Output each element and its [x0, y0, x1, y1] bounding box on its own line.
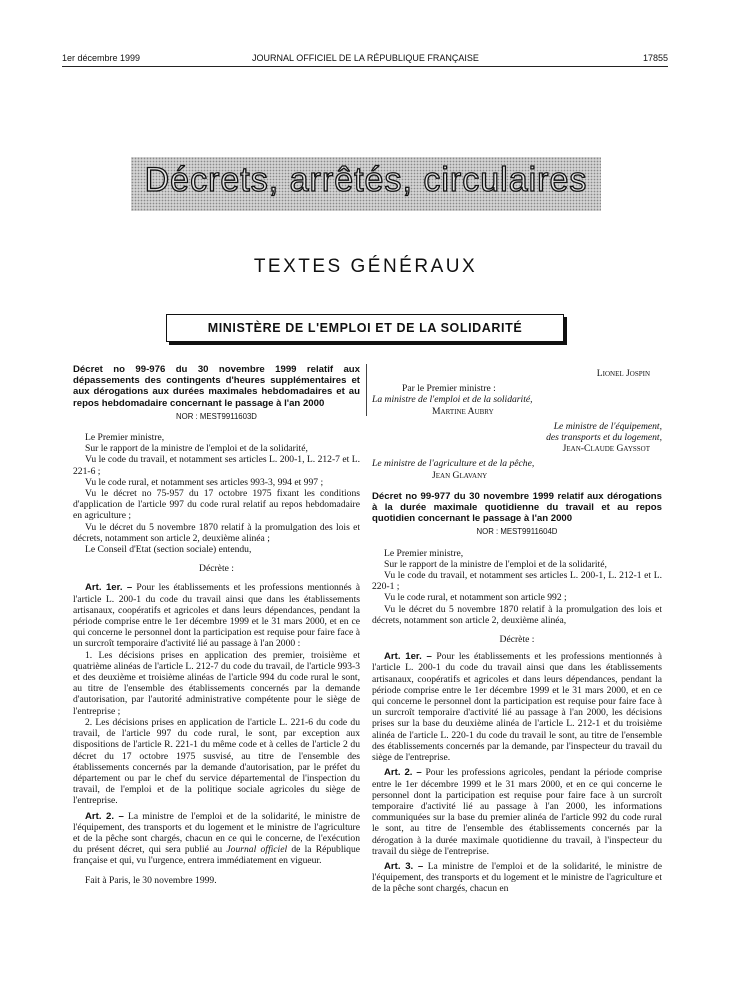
decree1-article-1-item-1: 1. Les décisions prises en application des premier, troisième et quatrième alinéas de l'article L. 212-7 du code du travail, de l'article 993-3 et des deuxième et troisième alinéas de l'article 994 du code rural le sont, au titre de l'ensemble des établissements concernés par la demande d'autorisation, par l'autorité administrative compétente pour le siège de l'entreprise ; [73, 649, 360, 717]
header-page-number: 17855 [642, 53, 668, 63]
article-text: Pour les établissements et les professions mentionnés à l'article L. 200-1 du code du travail ainsi que dans les établissements artisanaux, coopératifs et agricoles et dans leurs dépendances, pendant la période comprise entre le 1er décembre 1999 et le 31 mars 2000, et en ce qui concerne le personnel dont la participation est requise pour faire face à un surcroît temporaire d'activité lié au passage à l'an 2000, les décisions prises sur la base du deuxième alinéa de l'article L. 212-1 et du troisième alinéa de l'article L. 220-1 du code du travail le sont, au titre de l'ensemble des établissements concernés par la demande, par l'inspecteur du travail du siège de l'entreprise. [372, 651, 662, 764]
journal-name: Journal officiel [226, 844, 288, 856]
decree1-nor: NOR : MEST9911603D [176, 411, 257, 421]
article-text: Pour les professions agricoles, pendant la période comprise entre le 1er décembre 1999 et le 31 mars 2000, et en ce qui concerne le personnel dont la participation est requise pour faire face à un surcroît temporaire d'activité lié au passage à l'an 2000, les informations communiquées sur la base du premier alinéa de l'article 992 du code rural le sont, au titre de l'ensemble des établissements concernés par la dérogation à la durée maximale quotidienne du travail, à l'inspecteur du travail du siège de l'entreprise. [372, 767, 662, 857]
decree1-decrete: Décrète : [199, 563, 234, 575]
decree1-article-2 [73, 811, 360, 867]
header-rule [62, 66, 668, 67]
decree2-visa: Vu le code rural, et notamment son article 992 ; [384, 592, 567, 604]
decree2-title: Décret no 99-977 du 30 novembre 1999 relatif aux dérogations à la durée maximale quotidienne du travail et au repos quotidien concernant le passage à l'an 2000 [372, 490, 662, 525]
article-label: Art. 2. – [85, 810, 124, 822]
decree1-article-1 [73, 582, 360, 649]
minister-equipment-name: Jean-Claude Gayssot [562, 443, 650, 455]
minister-employment-name: Martine Aubry [432, 405, 494, 417]
section-title: TEXTES GÉNÉRAUX [253, 256, 478, 277]
decree1-visa: Le Premier ministre, [85, 432, 165, 444]
article-label: Art. 1er. – [85, 582, 133, 594]
column-divider [366, 364, 367, 416]
by-prime-minister: Par le Premier ministre : [402, 383, 496, 395]
minister-employment-title: La ministre de l'emploi et de la solidarité, [372, 394, 533, 406]
right-column [372, 368, 662, 895]
article-text: La ministre de l'emploi et de la solidarité, le ministre de l'équipement, des transports et du logement et le ministre de l'agriculture et de la pêche sont chargés, chacun en [372, 860, 663, 895]
decree1-visa: Le Conseil d'Etat (section sociale) entendu, [85, 544, 252, 556]
decree2-article-3 [372, 861, 662, 895]
decree1-visa: Vu le décret du 5 novembre 1870 relatif à la promulgation des lois et décrets, notamment son article 2, deuxième alinéa ; [73, 521, 360, 544]
decree2-nor: NOR : MEST9911604D [476, 527, 558, 537]
section-banner [131, 157, 601, 211]
decree2-visa: Vu le décret du 5 novembre 1870 relatif à la promulgation des lois et décrets, notamment son article 2, deuxième alinéa, [372, 603, 662, 626]
decree2-visa: Vu le code du travail, et notamment ses articles L. 200-1, L. 212-1 et L. 220-1 ; [372, 570, 662, 593]
minister-agriculture-name: Jean Glavany [432, 469, 488, 481]
article-label: Art. 3. – [384, 860, 424, 872]
article-text: de la République française et qui, vu l'urgence, entrera immédiatement en vigueur. [73, 844, 361, 867]
decree1-visa: Vu le code du travail, et notamment ses articles L. 200-1, L. 212-7 et L. 221-6 ; [73, 454, 360, 477]
ministry-box: MINISTÈRE DE L'EMPLOI ET DE LA SOLIDARITÉ [166, 314, 564, 342]
decree1-article-1-item-2: 2. Les décisions prises en application de l'article L. 221-6 du code du travail, de l'article 997 du code rural, le sont, par exception aux dispositions de l'article R. 221-1 du même code et à celles de l'article 2 du décret du 17 octobre 1975 susvisé, au titre de l'ensemble des établissements concernés par la demande d'autorisation, par le préfet du département ou par le chef du service départemental de l'inspection du travail, de l'emploi et de la politique sociale agricoles du siège de l'entreprise. [73, 716, 360, 807]
header-date: 1er décembre 1999 [62, 53, 141, 63]
article-text: La ministre de l'emploi et de la solidarité, le ministre de l'équipement, des transports et du logement et le ministre de l'agriculture et de la pêche sont chargés, chacun en ce qui le concerne, de l'exécution du présent décret, qui sera publié au [73, 810, 360, 856]
article-label: Art. 2. – [384, 767, 422, 779]
decree2-article-1 [372, 651, 662, 763]
decree1-done-at: Fait à Paris, le 30 novembre 1999. [85, 874, 217, 886]
decree1-title: Décret no 99-976 du 30 novembre 1999 relatif aux dépassements des contingents d'heures supplémentaires et aux dérogations aux durées maximales hebdomadaires et au repos hebdomadaire concernant le passage à l'an 2000 [73, 364, 360, 409]
decree2-decrete: Décrète : [499, 634, 535, 646]
article-text: Pour les établissements et les professions mentionnés à l'article L. 200-1 du code du travail ainsi que dans les établissements artisanaux, coopératifs et agricoles et dans leurs dépendances, pendant la période comprise entre le 1er décembre 1999 et le 31 mars 2000, et en ce qui concerne le personnel dont la participation est requise pour faire face à un surcroît temporaire d'activité lié au passage à l'an 2000 : [73, 582, 360, 650]
decree2-article-2 [372, 767, 662, 857]
decree1-visa: Vu le décret no 75-957 du 17 octobre 1975 fixant les conditions d'application de l'article 997 du code rural relatif au repos hebdomadaire en agriculture ; [73, 488, 360, 522]
header-journal: JOURNAL OFFICIEL DE LA RÉPUBLIQUE FRANÇAISE [252, 53, 479, 63]
article-label: Art. 1er. – [384, 651, 432, 663]
decree2-visa: Le Premier ministre, [384, 547, 464, 559]
decree2-visa: Sur le rapport de la ministre de l'emploi et de la solidarité, [384, 558, 607, 570]
decree1-visa: Vu le code rural, et notamment ses articles 993-3, 994 et 997 ; [85, 476, 324, 488]
minister-agriculture-title: Le ministre de l'agriculture et de la pêche, [372, 458, 535, 470]
banner-title: Décrets, arrêtés, circulaires [144, 161, 588, 199]
minister-equipment-title: Le ministre de l'équipement, [553, 420, 662, 432]
left-column [73, 364, 360, 886]
signer-prime-minister: Lionel Jospin [596, 368, 650, 379]
decree1-visa: Sur le rapport de la ministre de l'emploi et de la solidarité, [85, 443, 308, 455]
minister-equipment-title-2: des transports et du logement, [546, 432, 662, 444]
